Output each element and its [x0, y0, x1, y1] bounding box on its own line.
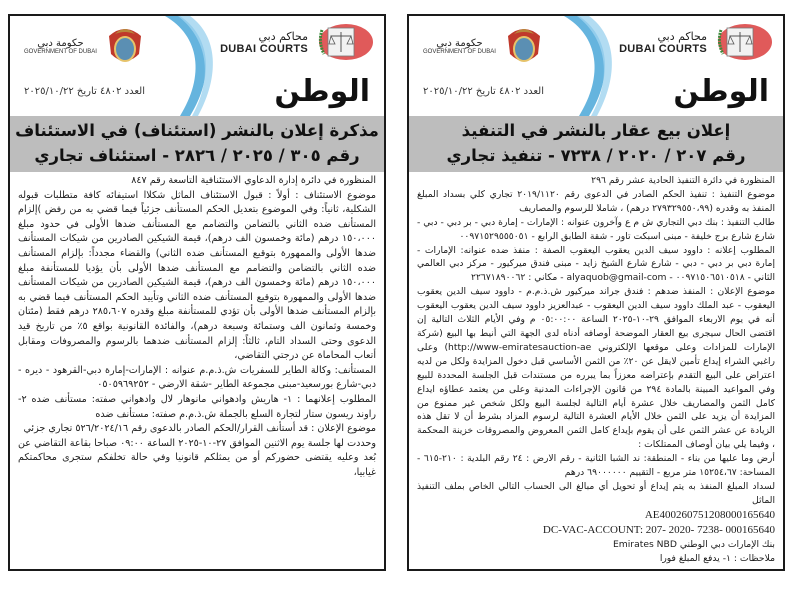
courts-name-ar: محاكم دبي	[258, 29, 308, 43]
account-number: DC-VAC-ACCOUNT: 207- 2020- 7238- 000165640	[542, 523, 775, 536]
notice-paragraph: وحددت لها جلسة يوم الاثنين الموافق ٢٧-١٠-٢٠٢٥ الساعة ٠٩:٠٠ صباحا بقاعة التقاضي عن بُعد وعليه يقتضى حضوركم أو من يمثلكم قانونيا وفي حالة تخلفكم ستجرى محاكمتكم غيابيا،	[18, 437, 376, 478]
notice-paragraph: طالب التنفيذ : بنك دبي التجاري ش م ع وآخرون عنوانه : الإمارات - إمارة دبي - بر دبي - دبي - شارع شارع برج خليفة - مبنى اسبكت تاور - شقة الطابق الرابع - ٠٠٩٧١٥٢٩٥٥٥٠٥١	[417, 216, 775, 242]
notice-paragraph: موضوع الإعلان : المنفذ ضدهم : فندق جراند ميركيور ش.ذ.م.م - داوود سيف الدين يعقوب اليعقوب - عبد الملك داوود سيف الدين اليعقوب - عبدالعزيز داوود سيف الدين يعقوب اليعقوب أنه في يوم الاربعاء الموافق ٢٩-١٠-٢٠٢٥ الساعة ٠٥:٠٠:٠٠ م وفي الأيام الثلاث التالية إن اقتضى الحال سيجرى بيع العقار الموضحة أوصافه أدناه لدى الجهة التي أنيط بها البيع (شركة الإمارات للمزادات وعلى موقعها الإلكتروني http://www-emiratesauction-ae) وعلى راغبي الشراء إيداع تأمين لايقل عن ٢٠٪ من الثمن الأساسي قبل دخول المزايدة ولكل من لديه اعتراض على البيع التقدم بإعتراضه معززاً بما يبرره من مستندات قبل الجلسة المحددة للبيع وفي المواعيد المبينة بالمادة ٢٩٤ من قانون الإجراءات المدنية وعلى من يعتمد عطاؤه ايداع كامل الثمن والمصاريف خلال عشرة أيام التالية لجلسة البيع ولكل شخص غير ممنوع من المزايدة أن يزيد على الثمن خلال الأيام العشرة التالية لرسوم المزاد بشرط أن لا تقل هذه الزيادة عن عشر الثمن على أن يقوم بإيداع كامل الثمن المعروض والمصروفات خزينة المحكمة ، وفيما يلي بيان أوصاف الممتلكات :	[417, 286, 775, 451]
notice-paragraph: المطلوب إعلانه : داوود سيف الدين يعقوب اليعقوب الصفة : منفذ ضده عنوانه: الإمارات - إمارة دبي بر دبي - دبي - شارع شارع الشيخ زايد - مبنى فندق ميركيور - مركز دبي العالمي الثاني - ٠٠٩٧١٥٠٦٥١٠٥١٨ - alyaquob@gmail-com - مكاني : ٢٢٦٧١٨٩٠٠٦٢	[417, 244, 775, 284]
masthead	[10, 16, 384, 116]
notice-paragraph: موضوع الإعلان : قد أستأنف القرار/الحكم الصادر بالدعوى رقم ٥٢٦/٢٠٢٤/١٦ تجاري جزئي	[23, 423, 376, 435]
notice-title	[409, 116, 783, 172]
notice-paragraph: موضوع الاستئناف : أولاً : قبول الاستئناف الماثل شكلاا استيفائه كافة متطلبات قبوله الشكلية، ثانياً: وفي الموضوع بتعديل الحكم المستأنف جزئياً فيما قضي به من رفض )إلزام المستأنف ضده الثاني بالتضامن والتضامم مع المستأنف ضدها الأولى في حدود مبلغ ١٥٠،٠٠٠ درهم (مائة وخمسون الف درهم)، قيمة الشيكين الصادرين من شيكات المستأنف ضدها الأولى والممهورة بتوقيع المستأنف ضده الثاني) والقضاء مجدداً: بإلزام المستأنف ضده الثاني بالتضامن والتضامم مع المستأنف ضدها الأولى بأن يؤديا للمستأنفة مبلغ ١٥٠،٠٠٠ درهم (مائة وخمسون الف درهم)، قيمة الشيكين الصادرين من شيكات المستأنف ضدها الأولى والممهورة بتوقيع المستأنف ضده الثاني وتأييد الحكم المستأنف فيما قضي به بإلزام المستأنف ضدها الأولى بأن تؤدي للمستأنفة مبلغ وقدره ٢٨٥،٦٠٧ درهم فقط (مئتان وخمسة وثمانون الف وستمائة وسبعة درهم)، والفائدة القانونية بواقع ٥٪ من تاريخ قيد الدعوى وحتى السداد التام، ثالثاً: إلزام المستأنف ضدهما بالرسوم والمصروفات ومقابل أتعاب المحاماة عن درجتي التقاضي،	[18, 189, 376, 362]
notice-body	[10, 172, 384, 480]
wave-decoration	[559, 16, 619, 116]
notice-title-line-1: إعلان بيع عقار بالنشر في التنفيذ	[461, 121, 731, 140]
gov-name-en: GOVERNMENT OF DUBAI	[24, 48, 97, 55]
gov-name-ar: حكومة دبي	[37, 37, 84, 49]
masthead	[409, 16, 783, 116]
notice-paragraph: أرض وما عليها من بناء - المنطقة: ند الشبا الثانية - رقم الارض : ٢٤ رقم البلدية : ٢١٠-٦١٥ - المساحة: ١٥٢٥٤،٦٧ متر مربع - التقييم ٦٩٠٠٠٠٠٠ درهم	[417, 453, 775, 479]
dubai-courts-logo	[220, 22, 374, 62]
notice-panel-execution	[407, 14, 785, 571]
notice-body	[409, 172, 783, 566]
wave-decoration	[160, 16, 220, 116]
notice-title	[10, 116, 384, 172]
notice-paragraph: المطلوب إعلانهما : ١- هاريش وادهواني مانوهار لال وادهواني صفته: مستأنف ضده ٢- راوند ريسون ستار لتجارة السلع بالجملة ش.ذ.م.م صفته: مستأنف ضده	[18, 393, 376, 420]
newspaper-name: الوطن	[673, 74, 769, 109]
government-of-dubai-logo	[24, 22, 147, 70]
gov-name-ar: حكومة دبي	[436, 37, 483, 49]
government-of-dubai-logo	[423, 22, 546, 70]
gov-name-en: GOVERNMENT OF DUBAI	[423, 48, 496, 55]
notice-panel-appeal	[8, 14, 386, 571]
iban-number: AE400260751208000165640	[644, 508, 775, 521]
courts-name-en: DUBAI COURTS	[619, 42, 707, 55]
scales-of-justice-icon	[713, 22, 773, 62]
dubai-emblem-icon	[103, 22, 147, 70]
notice-paragraph: المنظورة في دائرة التنفيذ الحادية عشر رقم ٢٩٦	[591, 175, 775, 186]
newspaper-name: الوطن	[274, 74, 370, 109]
notice-title-line-2: رقم ٢٠٧ / ٢٠٢٠ / ٧٢٣٨ - تنفيذ تجاري	[446, 146, 746, 165]
dubai-courts-logo	[619, 22, 773, 62]
notice-paragraph: موضوع التنفيذ : تنفيذ الحكم الصادر في الدعوى رقم ٢٠١٩/١١٢٠ تجاري كلي بسداد المبلغ المنفذ به وقدره (٢٧٩٣٢٩٥٥٠،٩٩ درهم) ، شاملا للرسوم والمصاريف	[417, 188, 775, 214]
notice-title-line-1: مذكرة إعلان بالنشر (استئناف) في الاستئناف	[15, 121, 379, 140]
scales-of-justice-icon	[314, 22, 374, 62]
notes: ملاحظات : ١- يدفع المبلغ فورا	[659, 552, 775, 564]
notice-paragraph: لسداد المبلغ المنفذ به يتم إيداع أو تحويل أي مبالغ الى الحساب التالي الخاص بملف التنفيذ الماثل	[417, 480, 775, 506]
bank-name: بنك الإمارات دبي الوطني Emirates NBD	[613, 538, 775, 550]
courts-name-ar: محاكم دبي	[657, 29, 707, 43]
issue-line: العدد ٤٨٠٢ تاريخ ٢٠٢٥/١٠/٢٢	[423, 86, 544, 97]
dubai-emblem-icon	[502, 22, 546, 70]
issue-line: العدد ٤٨٠٢ تاريخ ٢٠٢٥/١٠/٢٢	[24, 86, 145, 97]
notice-paragraph: المنظورة في دائرة إدارة الدعاوي الاستئنافية التاسعة رقم ٨٤٧	[131, 175, 376, 186]
courts-name-en: DUBAI COURTS	[220, 42, 308, 55]
notice-title-line-2: رقم ٣٠٥ / ٢٠٢٥ / ٢٨٢٦ - استئناف تجاري	[34, 146, 360, 165]
notice-paragraph: المستأنف: وكالة الطاير للسفريات ش.ذ.م.م عنوانه : الإمارات-إمارة دبي-القرهود - ديره - دبي-شارع بورسعيد-مبنى مجموعة الطاير -شقة الارضي - ٠٥٠٥٩٦٩٢٥٢	[18, 364, 376, 391]
